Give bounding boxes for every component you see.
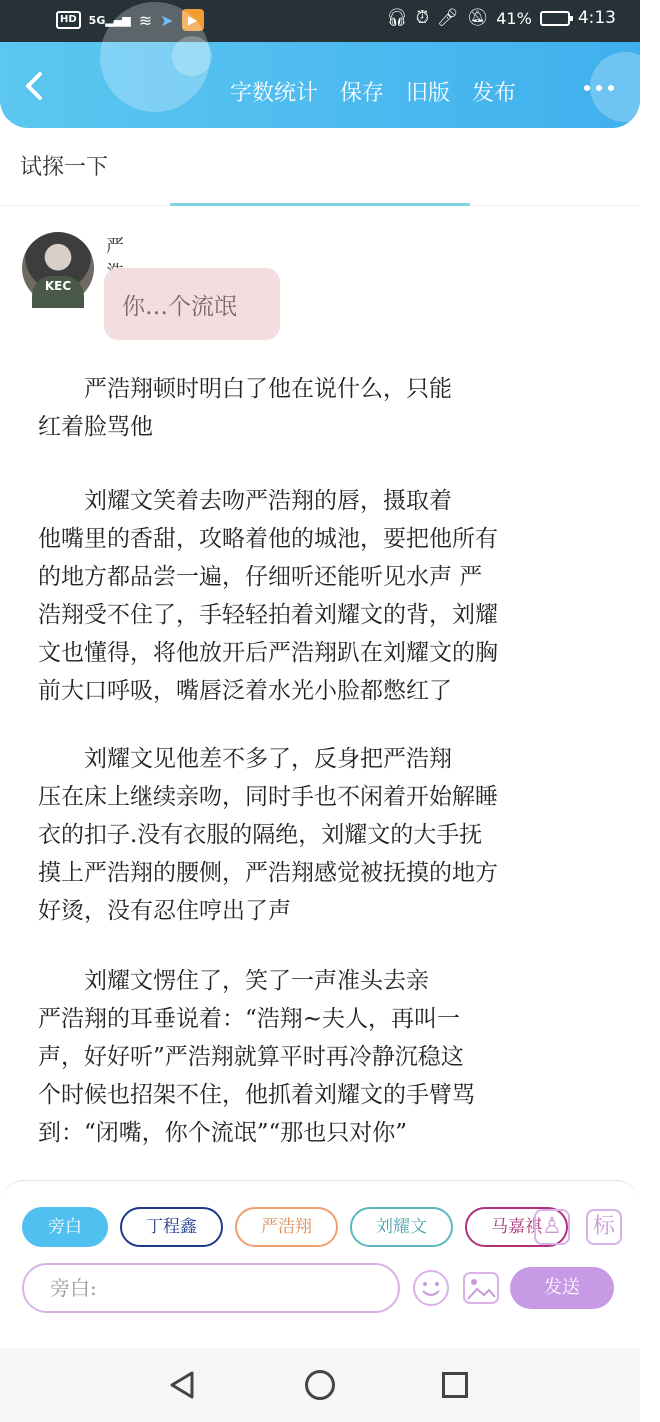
mute-bell-icon: 🔕︎ [466,8,489,28]
text-line: 前大口呼吸，嘴唇泛着水光小脸都憋红了 [38,678,452,704]
text-line: 压在床上继续亲吻，同时手也不闲着开始解睡 [38,784,498,810]
role-chip[interactable]: 严浩翔 [235,1207,338,1247]
narration-paragraph[interactable] [38,370,610,446]
editor-header [0,42,640,128]
old-version-button[interactable]: 旧版 [406,81,451,106]
text-line: 他嘴里的香甜，攻略着他的城池，要把他所有 [38,526,498,552]
composer-panel [0,1180,640,1318]
text-line: 摸上严浩翔的腰侧，严浩翔感觉被抚摸的地方 [38,860,498,886]
text-line: 个时候也招架不住，他抓着刘耀文的手臂骂 [38,1082,475,1108]
add-character-icon[interactable]: ♙ [534,1209,570,1245]
more-options-icon[interactable] [584,85,614,91]
narration-paragraph[interactable] [38,962,610,1152]
image-icon[interactable] [462,1269,500,1307]
battery-icon [540,11,570,26]
system-nav-bar [0,1348,640,1422]
role-chip[interactable]: 马嘉祺 [465,1207,568,1247]
nav-home-icon[interactable] [305,1370,335,1400]
text-line: 好烫，没有忍住哼出了声 [38,898,291,924]
narration-paragraph[interactable] [38,482,610,710]
header-actions [230,76,516,107]
emoji-icon[interactable] [412,1269,450,1307]
bird-icon: ➤ [160,10,174,30]
battery-percent: 41% [496,8,532,28]
text-line: 浩翔受不住了，手轻轻拍着刘耀文的背，刘耀 [38,602,498,628]
text-line: 文也懂得，将他放开后严浩翔趴在刘耀文的胸 [38,640,498,666]
status-right [386,8,616,28]
back-arrow-icon[interactable] [18,68,54,104]
role-chip-narrator[interactable]: 旁白 [22,1207,108,1247]
hd-indicator: HD [56,11,81,29]
mic-icon: 🎤︎ [437,8,459,28]
app-notification-icon: ▶ [182,9,204,31]
avatar-shirt-text: KEC [32,276,84,308]
text-line: 到：“闭嘴，你个流氓”“那也只对你” [38,1120,408,1146]
headphones-icon: 🎧︎ [386,8,408,28]
wifi-icon: ≋ [138,10,153,30]
tag-button[interactable]: 标 [586,1209,622,1245]
text-line: 刘耀文愣住了，笑了一声准头去亲 [38,968,429,994]
dialogue-bubble: 你…个流氓 [104,268,280,340]
word-count-button[interactable]: 字数统计 [230,81,319,106]
save-button[interactable]: 保存 [340,81,385,106]
signal-icon: 5G▂▄▆ [88,13,131,27]
dialogue-block[interactable] [22,232,237,320]
role-chip[interactable]: 刘耀文 [350,1207,453,1247]
text-line: 的地方都品尝一遍，仔细听还能听见水声 严 [38,564,483,590]
clock: 4:13 [577,8,616,28]
nav-recent-apps-icon[interactable] [442,1372,468,1398]
alarm-icon: ⏰︎ [415,8,430,28]
publish-button[interactable]: 发布 [472,81,517,106]
avatar [22,232,94,304]
text-line: 衣的扣子.没有衣服的隔绝，刘耀文的大手抚 [38,822,483,848]
text-line: 严浩翔的耳垂说着：“浩翔~夫人，再叫一 [38,1006,461,1032]
text-line: 严浩翔顿时明白了他在说什么，只能 [38,376,452,402]
text-line: 刘耀文笑着去吻严浩翔的唇，摄取着 [38,488,452,514]
text-line: 红着脸骂他 [38,414,153,440]
narration-paragraph[interactable] [38,740,610,930]
nav-back-icon[interactable] [168,1370,198,1400]
send-button[interactable]: 发送 [510,1267,614,1309]
role-selector [22,1207,542,1251]
speaker-name: 严 [106,236,124,257]
chapter-title-row[interactable] [0,128,640,206]
role-chip[interactable]: 丁程鑫 [120,1207,223,1247]
text-line: 声，好好听”严浩翔就算平时再冷静沉稳这 [38,1044,464,1070]
text-line: 刘耀文见他差不多了，反身把严浩翔 [38,746,452,772]
decor-bubble [172,36,212,76]
status-bar [0,0,640,42]
message-input[interactable]: 旁白: [22,1263,400,1313]
title-divider [170,203,470,206]
network-type: 5G [88,13,106,27]
chapter-title: 试探一下 [20,155,109,180]
